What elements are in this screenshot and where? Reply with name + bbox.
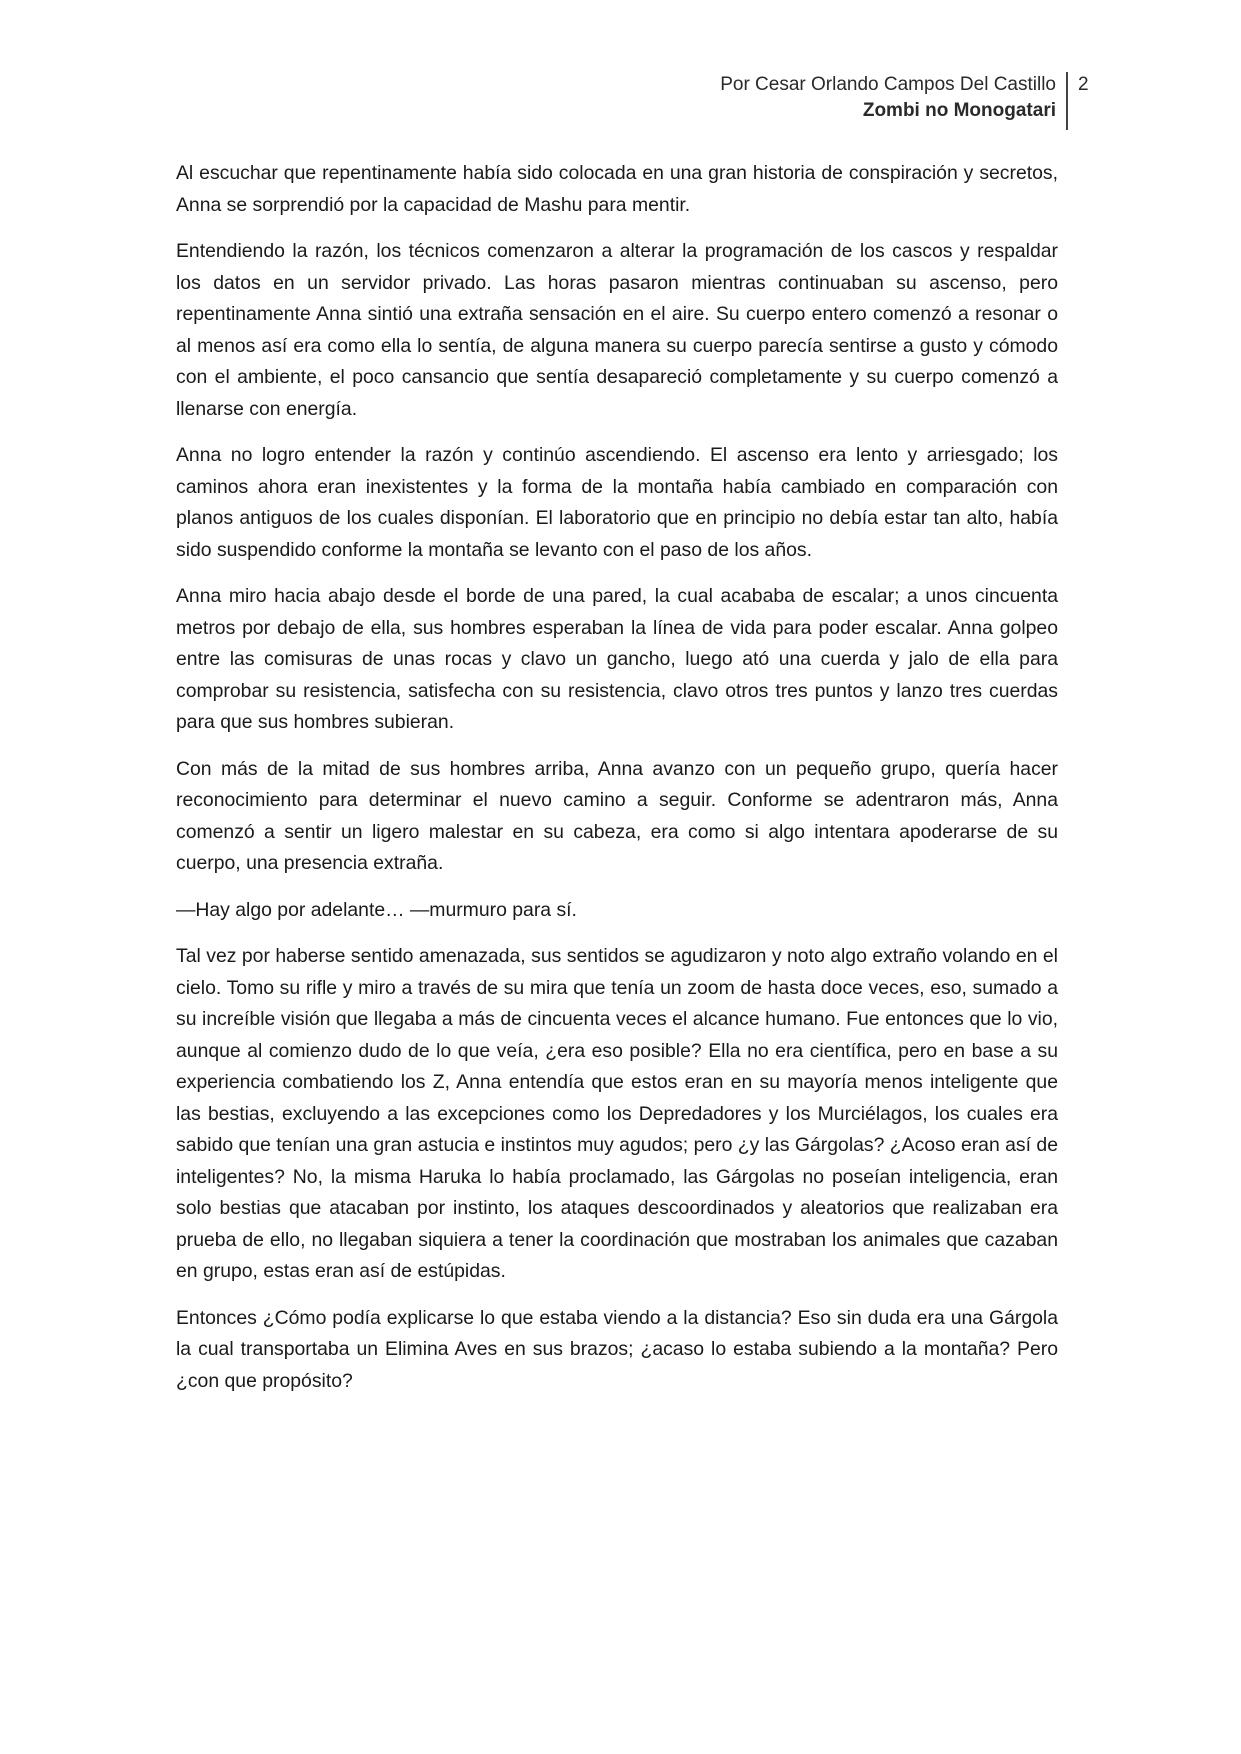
paragraph: Entendiendo la razón, los técnicos comenzaron a alterar la programación de los cascos y respaldar los datos en un servidor privado. Las horas pasaron mientras continuaban su ascenso, pero repentinamente Anna sintió una extraña sensación en el aire. Su cuerpo entero comenzó a resonar o al menos así era como ella lo sentía, de alguna manera su cuerpo parecía sentirse a gusto y cómodo con el ambiente, el poco cansancio que sentía desapareció completamente y su cuerpo comenzó a llenarse con energía. xyxy=(176,240,1058,420)
page-number: 2 xyxy=(1078,74,1089,95)
paragraph: Anna no logro entender la razón y continúo ascendiendo. El ascenso era lento y arriesgado; los caminos ahora eran inexistentes y la forma de la montaña había cambiado en comparación con planos antiguos de los cuales disponían. El laboratorio que en principio no debía estar tan alto, había sido suspendido conforme la montaña se levanto con el paso de los años. xyxy=(176,444,1058,561)
body-text xyxy=(176,158,1058,1412)
paragraph: Al escuchar que repentinamente había sido colocada en una gran historia de conspiración y secretos, Anna se sorprendió por la capacidad de Mashu para mentir. xyxy=(176,162,1058,216)
running-header xyxy=(720,72,1066,124)
paragraph: Entonces ¿Cómo podía explicarse lo que estaba viendo a la distancia? Eso sin duda era una Gárgola la cual transportaba un Elimina Aves en sus brazos; ¿acaso lo estaba subiendo a la montaña? Pero ¿con que propósito? xyxy=(176,1306,1058,1392)
header-book-title: Zombi no Monogatari xyxy=(862,100,1056,121)
paragraph: Tal vez por haberse sentido amenazada, sus sentidos se agudizaron y noto algo extraño volando en el cielo. Tomo su rifle y miro a través de su mira que tenía un zoom de hasta doce veces, eso, sumado a su increíble visión que llegaba a más de cincuenta veces el alcance humano. Fue entonces que lo vio, aunque al comienzo dudo de lo que veía, ¿era eso posible? Ella no era científica, pero en base a su experiencia combatiendo los Z, Anna entendía que estos eran en su mayoría menos inteligente que las bestias, excluyendo a las excepciones como los Depredadores y los Murciélagos, los cuales era sabido que tenían una gran astucia e instintos muy agudos; pero ¿y las Gárgolas? ¿Acoso eran así de inteligentes? No, la misma Haruka lo había proclamado, las Gárgolas no poseían inteligencia, eran solo bestias que atacaban por instinto, los ataques descoordinados y aleatorios que realizaban era prueba de ello, no llegaban siquiera a tener la coordinación que mostraban los animales que cazaban en grupo, estas eran así de estúpidas. xyxy=(176,945,1058,1282)
paragraph: Anna miro hacia abajo desde el borde de una pared, la cual acababa de escalar; a unos cincuenta metros por debajo de ella, sus hombres esperaban la línea de vida para poder escalar. Anna golpeo entre las comisuras de unas rocas y clavo un gancho, luego ató una cuerda y jalo de ella para comprobar su resistencia, satisfecha con su resistencia, clavo otros tres puntos y lanzo tres cuerdas para que sus hombres subieran. xyxy=(176,585,1058,733)
header-author: Por Cesar Orlando Campos Del Castillo xyxy=(720,74,1056,95)
paragraph: Con más de la mitad de sus hombres arriba, Anna avanzo con un pequeño grupo, quería hacer reconocimiento para determinar el nuevo camino a seguir. Conforme se adentraron más, Anna comenzó a sentir un ligero malestar en su cabeza, era como si algo intentara apoderarse de su cuerpo, una presencia extraña. xyxy=(176,757,1058,874)
header-divider xyxy=(1066,72,1068,130)
dialogue-line: —Hay algo por adelante… —murmuro para sí. xyxy=(176,898,577,921)
